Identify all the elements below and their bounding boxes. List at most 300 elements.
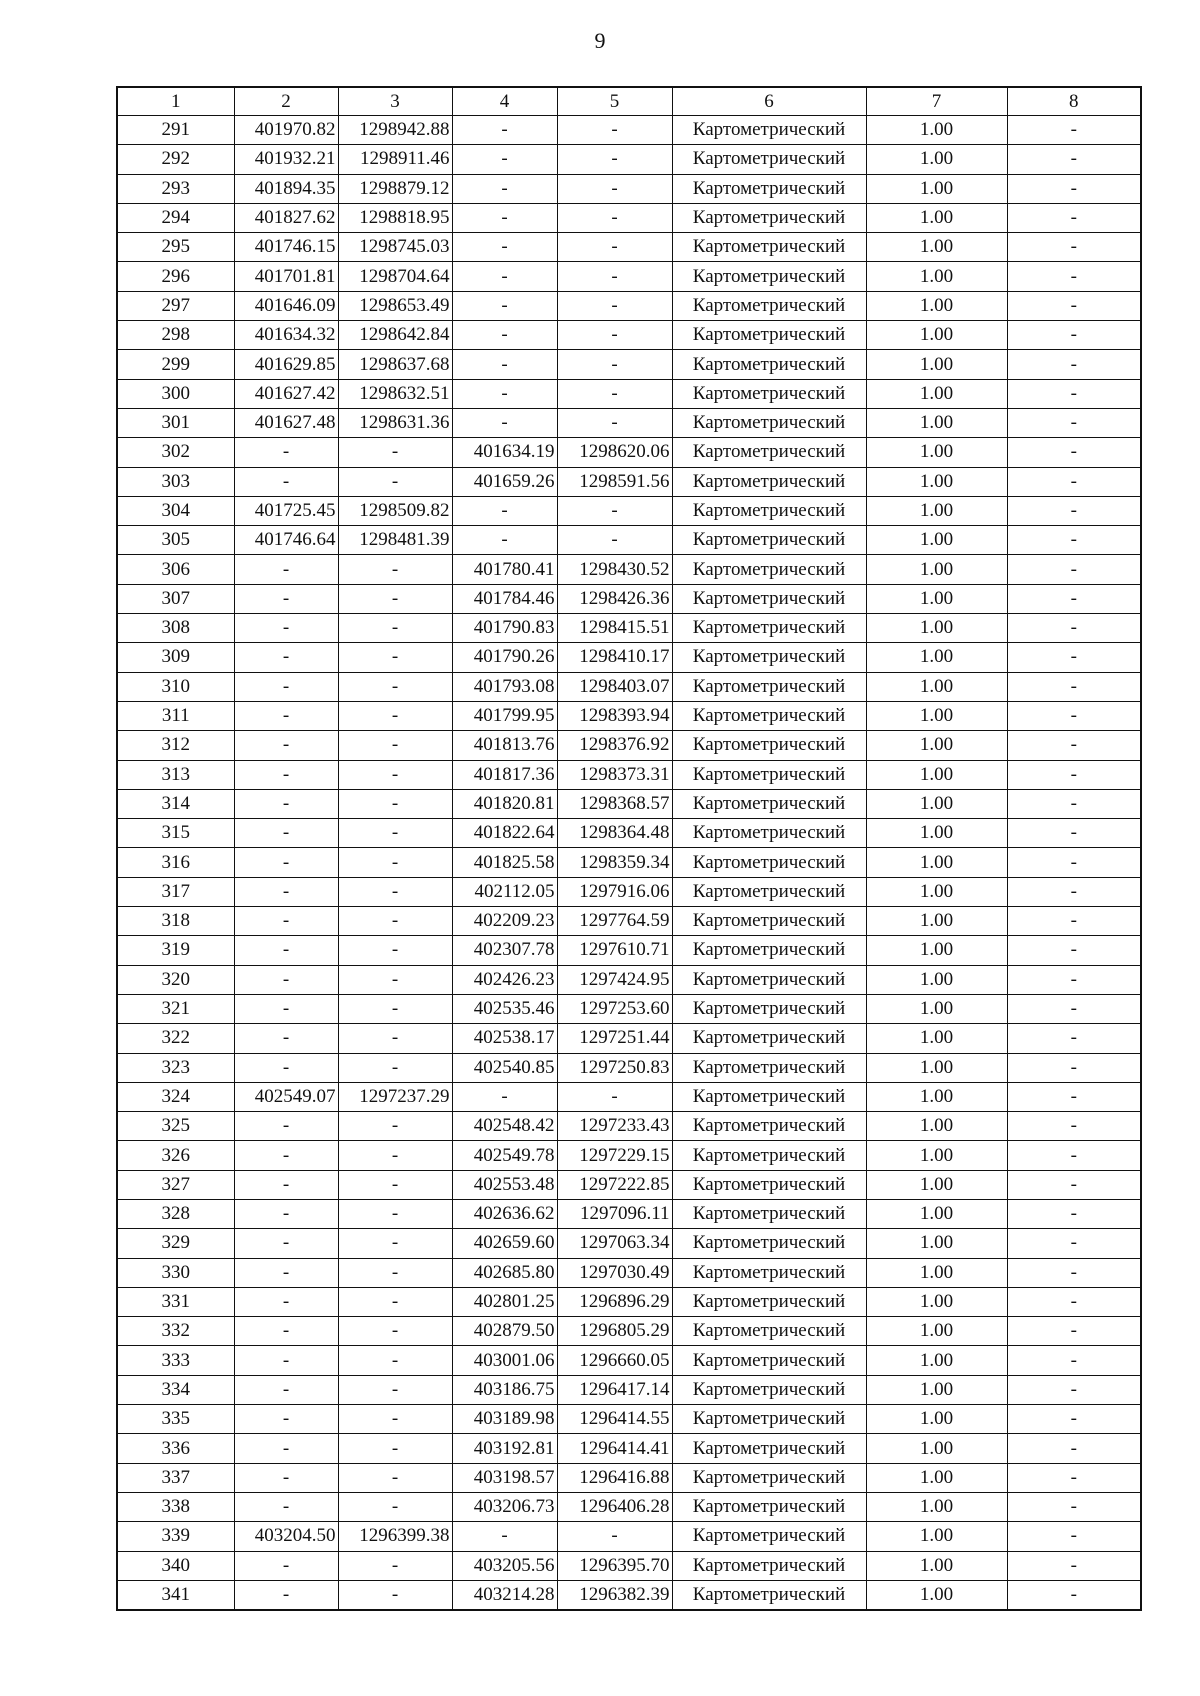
table-cell-col-2: - (234, 584, 338, 613)
table-cell-col-6: Картометрический (672, 1317, 866, 1346)
table-cell-col-5: - (557, 145, 672, 174)
table-cell-col-4: - (452, 379, 557, 408)
table-cell-col-4: 402548.42 (452, 1112, 557, 1141)
table-cell-col-3: - (338, 1229, 452, 1258)
table-cell-col-3: 1298911.46 (338, 145, 452, 174)
table-cell-col-8: - (1007, 1405, 1141, 1434)
table-cell-col-7: 1.00 (866, 643, 1007, 672)
table-cell-col-5: - (557, 526, 672, 555)
table-cell-col-4: 402307.78 (452, 936, 557, 965)
table-cell-col-7: 1.00 (866, 438, 1007, 467)
table-cell-col-1: 312 (117, 731, 234, 760)
table-cell-col-8: - (1007, 1346, 1141, 1375)
column-header-4: 4 (452, 87, 557, 116)
table-cell-col-1: 303 (117, 467, 234, 496)
table-cell-col-4: 401634.19 (452, 438, 557, 467)
table-cell-col-6: Картометрический (672, 438, 866, 467)
table-cell-col-2: - (234, 1405, 338, 1434)
table-cell-col-4: 402426.23 (452, 965, 557, 994)
table-cell-col-8: - (1007, 291, 1141, 320)
page-number: 9 (594, 28, 606, 53)
table-cell-col-8: - (1007, 116, 1141, 145)
table-cell-col-4: 402636.62 (452, 1199, 557, 1228)
table-cell-col-3: - (338, 1053, 452, 1082)
table-cell-col-7: 1.00 (866, 907, 1007, 936)
table-cell-col-4: 402685.80 (452, 1258, 557, 1287)
table-cell-col-8: - (1007, 321, 1141, 350)
table-cell-col-1: 307 (117, 584, 234, 613)
table-cell-col-4: - (452, 233, 557, 262)
table-cell-col-2: - (234, 819, 338, 848)
table-cell-col-7: 1.00 (866, 701, 1007, 730)
table-cell-col-7: 1.00 (866, 1492, 1007, 1521)
table-cell-col-5: 1297253.60 (557, 994, 672, 1023)
table-cell-col-8: - (1007, 496, 1141, 525)
table-row (117, 1522, 1141, 1551)
table-row (117, 936, 1141, 965)
table-cell-col-1: 300 (117, 379, 234, 408)
table-cell-col-6: Картометрический (672, 848, 866, 877)
table-cell-col-4: 401822.64 (452, 819, 557, 848)
table-cell-col-5: 1297030.49 (557, 1258, 672, 1287)
table-cell-col-3: 1298509.82 (338, 496, 452, 525)
table-cell-col-2: 401932.21 (234, 145, 338, 174)
table-cell-col-7: 1.00 (866, 321, 1007, 350)
table-cell-col-3: 1298481.39 (338, 526, 452, 555)
table-row (117, 731, 1141, 760)
table-cell-col-1: 292 (117, 145, 234, 174)
table-cell-col-7: 1.00 (866, 819, 1007, 848)
table-cell-col-3: 1298653.49 (338, 291, 452, 320)
table-row (117, 438, 1141, 467)
table-cell-col-5: 1297764.59 (557, 907, 672, 936)
table-cell-col-7: 1.00 (866, 408, 1007, 437)
table-cell-col-3: - (338, 1199, 452, 1228)
coordinates-table (116, 86, 1142, 1611)
table-row (117, 848, 1141, 877)
table-row (117, 1082, 1141, 1111)
table-cell-col-7: 1.00 (866, 936, 1007, 965)
table-cell-col-1: 320 (117, 965, 234, 994)
table-cell-col-3: - (338, 1317, 452, 1346)
table-cell-col-2: - (234, 965, 338, 994)
table-cell-col-3: - (338, 1170, 452, 1199)
table-cell-col-4: - (452, 1522, 557, 1551)
table-cell-col-4: 402538.17 (452, 1024, 557, 1053)
table-cell-col-2: - (234, 1317, 338, 1346)
table-cell-col-6: Картометрический (672, 614, 866, 643)
table-cell-col-7: 1.00 (866, 672, 1007, 701)
table-cell-col-8: - (1007, 1199, 1141, 1228)
table-cell-col-7: 1.00 (866, 1434, 1007, 1463)
column-header-8: 8 (1007, 87, 1141, 116)
table-cell-col-2: 401627.48 (234, 408, 338, 437)
table-cell-col-4: 401793.08 (452, 672, 557, 701)
table-cell-col-1: 309 (117, 643, 234, 672)
table-cell-col-4: - (452, 291, 557, 320)
table-cell-col-7: 1.00 (866, 1522, 1007, 1551)
table-cell-col-3: 1298879.12 (338, 174, 452, 203)
table-cell-col-8: - (1007, 789, 1141, 818)
table-cell-col-1: 297 (117, 291, 234, 320)
table-cell-col-7: 1.00 (866, 1170, 1007, 1199)
table-cell-col-2: - (234, 1258, 338, 1287)
table-cell-col-1: 301 (117, 408, 234, 437)
table-cell-col-5: 1296414.55 (557, 1405, 672, 1434)
table-cell-col-5: 1296414.41 (557, 1434, 672, 1463)
table-cell-col-5: - (557, 1522, 672, 1551)
table-cell-col-8: - (1007, 526, 1141, 555)
table-cell-col-7: 1.00 (866, 994, 1007, 1023)
table-row (117, 672, 1141, 701)
table-header-row (117, 87, 1141, 116)
table-cell-col-6: Картометрический (672, 291, 866, 320)
table-row (117, 760, 1141, 789)
table-cell-col-4: 401790.26 (452, 643, 557, 672)
table-row (117, 203, 1141, 232)
table-row (117, 116, 1141, 145)
table-cell-col-1: 329 (117, 1229, 234, 1258)
table-cell-col-8: - (1007, 467, 1141, 496)
table-cell-col-5: 1298620.06 (557, 438, 672, 467)
table-cell-col-6: Картометрический (672, 145, 866, 174)
table-cell-col-1: 333 (117, 1346, 234, 1375)
table-cell-col-6: Картометрический (672, 1287, 866, 1316)
table-cell-col-3: 1298632.51 (338, 379, 452, 408)
table-cell-col-7: 1.00 (866, 731, 1007, 760)
table-cell-col-7: 1.00 (866, 1082, 1007, 1111)
table-cell-col-3: - (338, 1492, 452, 1521)
table-cell-col-5: - (557, 408, 672, 437)
table-cell-col-6: Картометрический (672, 994, 866, 1023)
table-cell-col-2: - (234, 789, 338, 818)
table-cell-col-3: - (338, 936, 452, 965)
column-header-7: 7 (866, 87, 1007, 116)
table-cell-col-1: 315 (117, 819, 234, 848)
table-cell-col-8: - (1007, 174, 1141, 203)
table-cell-col-6: Картометрический (672, 760, 866, 789)
table-cell-col-3: 1298631.36 (338, 408, 452, 437)
table-cell-col-6: Картометрический (672, 1229, 866, 1258)
table-row (117, 145, 1141, 174)
table-cell-col-2: - (234, 1053, 338, 1082)
table-cell-col-4: 402879.50 (452, 1317, 557, 1346)
table-cell-col-5: 1298410.17 (557, 643, 672, 672)
table-cell-col-3: - (338, 877, 452, 906)
table-cell-col-3: - (338, 760, 452, 789)
table-cell-col-5: - (557, 262, 672, 291)
table-cell-col-4: 401799.95 (452, 701, 557, 730)
table-cell-col-5: 1297916.06 (557, 877, 672, 906)
table-cell-col-7: 1.00 (866, 760, 1007, 789)
table-cell-col-8: - (1007, 701, 1141, 730)
table-cell-col-5: 1296382.39 (557, 1580, 672, 1610)
table-row (117, 350, 1141, 379)
table-row (117, 1199, 1141, 1228)
table-cell-col-4: 402112.05 (452, 877, 557, 906)
table-row (117, 819, 1141, 848)
table-row (117, 1112, 1141, 1141)
table-cell-col-3: 1296399.38 (338, 1522, 452, 1551)
table-cell-col-1: 314 (117, 789, 234, 818)
table-cell-col-5: 1298359.34 (557, 848, 672, 877)
table-cell-col-1: 324 (117, 1082, 234, 1111)
table-cell-col-6: Картометрический (672, 1112, 866, 1141)
table-row (117, 1024, 1141, 1053)
table-row (117, 1317, 1141, 1346)
table-cell-col-2: 401746.64 (234, 526, 338, 555)
table-cell-col-4: 401817.36 (452, 760, 557, 789)
table-cell-col-3: - (338, 643, 452, 672)
table-cell-col-7: 1.00 (866, 1317, 1007, 1346)
table-cell-col-4: 401813.76 (452, 731, 557, 760)
table-cell-col-8: - (1007, 877, 1141, 906)
table-cell-col-4: 401790.83 (452, 614, 557, 643)
table-row (117, 379, 1141, 408)
table-cell-col-4: 403198.57 (452, 1463, 557, 1492)
table-cell-col-5: - (557, 203, 672, 232)
table-cell-col-4: - (452, 116, 557, 145)
table-cell-col-4: 402209.23 (452, 907, 557, 936)
table-cell-col-6: Картометрический (672, 1053, 866, 1082)
table-cell-col-2: - (234, 1141, 338, 1170)
table-cell-col-2: - (234, 1463, 338, 1492)
table-cell-col-6: Картометрический (672, 1258, 866, 1287)
table-cell-col-8: - (1007, 1053, 1141, 1082)
table-cell-col-2: - (234, 467, 338, 496)
table-cell-col-6: Картометрический (672, 731, 866, 760)
table-cell-col-2: - (234, 643, 338, 672)
table-row (117, 1053, 1141, 1082)
table-cell-col-8: - (1007, 584, 1141, 613)
table-cell-col-5: 1296417.14 (557, 1375, 672, 1404)
table-cell-col-3: - (338, 1258, 452, 1287)
table-cell-col-7: 1.00 (866, 1346, 1007, 1375)
table-cell-col-5: 1297063.34 (557, 1229, 672, 1258)
table-cell-col-6: Картометрический (672, 1141, 866, 1170)
table-cell-col-7: 1.00 (866, 145, 1007, 174)
table-cell-col-1: 291 (117, 116, 234, 145)
table-cell-col-2: - (234, 760, 338, 789)
table-row (117, 291, 1141, 320)
table-cell-col-1: 305 (117, 526, 234, 555)
table-cell-col-3: 1298818.95 (338, 203, 452, 232)
table-cell-col-3: - (338, 965, 452, 994)
table-cell-col-5: 1297233.43 (557, 1112, 672, 1141)
table-cell-col-1: 295 (117, 233, 234, 262)
table-cell-col-1: 298 (117, 321, 234, 350)
table-cell-col-4: - (452, 321, 557, 350)
table-cell-col-2: 401627.42 (234, 379, 338, 408)
table-cell-col-4: 402553.48 (452, 1170, 557, 1199)
table-cell-col-2: 401970.82 (234, 116, 338, 145)
table-cell-col-2: - (234, 1229, 338, 1258)
table-cell-col-6: Картометрический (672, 203, 866, 232)
table-cell-col-7: 1.00 (866, 1375, 1007, 1404)
table-row (117, 262, 1141, 291)
table-cell-col-3: - (338, 701, 452, 730)
table-cell-col-8: - (1007, 848, 1141, 877)
table-cell-col-2: 401894.35 (234, 174, 338, 203)
table-cell-col-1: 337 (117, 1463, 234, 1492)
table-cell-col-5: 1296660.05 (557, 1346, 672, 1375)
table-cell-col-1: 334 (117, 1375, 234, 1404)
table-cell-col-2: 401725.45 (234, 496, 338, 525)
table-cell-col-6: Картометрический (672, 701, 866, 730)
table-cell-col-8: - (1007, 1463, 1141, 1492)
table-cell-col-4: - (452, 145, 557, 174)
table-cell-col-1: 327 (117, 1170, 234, 1199)
column-header-5: 5 (557, 87, 672, 116)
table-cell-col-6: Картометрический (672, 672, 866, 701)
table-cell-col-6: Картометрический (672, 526, 866, 555)
table-cell-col-2: - (234, 672, 338, 701)
table-cell-col-3: - (338, 1024, 452, 1053)
table-cell-col-5: 1298426.36 (557, 584, 672, 613)
table-cell-col-1: 340 (117, 1551, 234, 1580)
table-cell-col-2: - (234, 1112, 338, 1141)
table-cell-col-3: 1297237.29 (338, 1082, 452, 1111)
table-row (117, 1375, 1141, 1404)
table-cell-col-7: 1.00 (866, 965, 1007, 994)
table-cell-col-2: - (234, 731, 338, 760)
table-row (117, 907, 1141, 936)
table-cell-col-6: Картометрический (672, 174, 866, 203)
table-cell-col-7: 1.00 (866, 174, 1007, 203)
table-cell-col-3: - (338, 848, 452, 877)
table-cell-col-5: - (557, 291, 672, 320)
table-cell-col-4: 403186.75 (452, 1375, 557, 1404)
table-cell-col-6: Картометрический (672, 1551, 866, 1580)
table-cell-col-4: - (452, 526, 557, 555)
table-cell-col-2: - (234, 701, 338, 730)
table-cell-col-8: - (1007, 379, 1141, 408)
table-cell-col-3: - (338, 1112, 452, 1141)
table-cell-col-1: 319 (117, 936, 234, 965)
table-cell-col-3: - (338, 1434, 452, 1463)
table-row (117, 1141, 1141, 1170)
table-cell-col-1: 322 (117, 1024, 234, 1053)
table-row (117, 614, 1141, 643)
table-cell-col-4: 401825.58 (452, 848, 557, 877)
table-cell-col-2: - (234, 1580, 338, 1610)
table-cell-col-6: Картометрический (672, 1580, 866, 1610)
table-row (117, 584, 1141, 613)
table-cell-col-6: Картометрический (672, 408, 866, 437)
table-cell-col-4: 403205.56 (452, 1551, 557, 1580)
table-cell-col-6: Картометрический (672, 936, 866, 965)
table-cell-col-2: 401646.09 (234, 291, 338, 320)
table-cell-col-5: - (557, 1082, 672, 1111)
table-row (117, 701, 1141, 730)
table-cell-col-2: - (234, 1199, 338, 1228)
table-cell-col-3: - (338, 672, 452, 701)
table-cell-col-5: - (557, 233, 672, 262)
table-cell-col-2: 401746.15 (234, 233, 338, 262)
table-row (117, 1463, 1141, 1492)
table-cell-col-7: 1.00 (866, 1199, 1007, 1228)
table-cell-col-2: - (234, 907, 338, 936)
table-cell-col-8: - (1007, 760, 1141, 789)
table-cell-col-6: Картометрический (672, 350, 866, 379)
table-cell-col-4: - (452, 262, 557, 291)
table-cell-col-7: 1.00 (866, 1112, 1007, 1141)
table-cell-col-1: 313 (117, 760, 234, 789)
table-row (117, 1170, 1141, 1199)
table-row (117, 467, 1141, 496)
table-cell-col-5: - (557, 321, 672, 350)
table-cell-col-1: 341 (117, 1580, 234, 1610)
table-row (117, 1287, 1141, 1316)
table-cell-col-3: - (338, 555, 452, 584)
table-cell-col-1: 316 (117, 848, 234, 877)
table-cell-col-2: 401634.32 (234, 321, 338, 350)
table-cell-col-1: 328 (117, 1199, 234, 1228)
table-cell-col-8: - (1007, 1580, 1141, 1610)
table-cell-col-6: Картометрический (672, 1405, 866, 1434)
table-cell-col-5: 1296805.29 (557, 1317, 672, 1346)
table-cell-col-5: 1298393.94 (557, 701, 672, 730)
table-cell-col-8: - (1007, 1112, 1141, 1141)
table-cell-col-6: Картометрический (672, 1492, 866, 1521)
table-cell-col-5: 1297096.11 (557, 1199, 672, 1228)
table-cell-col-7: 1.00 (866, 262, 1007, 291)
table-cell-col-3: - (338, 1463, 452, 1492)
table-cell-col-1: 318 (117, 907, 234, 936)
table-cell-col-1: 330 (117, 1258, 234, 1287)
table-cell-col-2: 401629.85 (234, 350, 338, 379)
table-cell-col-5: 1296416.88 (557, 1463, 672, 1492)
table-body (117, 87, 1141, 1610)
table-cell-col-3: - (338, 789, 452, 818)
table-cell-col-8: - (1007, 1375, 1141, 1404)
table-cell-col-8: - (1007, 1522, 1141, 1551)
table-cell-col-8: - (1007, 731, 1141, 760)
table-cell-col-5: 1296406.28 (557, 1492, 672, 1521)
table-cell-col-2: - (234, 994, 338, 1023)
table-cell-col-7: 1.00 (866, 614, 1007, 643)
table-cell-col-2: - (234, 1434, 338, 1463)
table-cell-col-8: - (1007, 1492, 1141, 1521)
table-cell-col-7: 1.00 (866, 1141, 1007, 1170)
table-cell-col-8: - (1007, 1317, 1141, 1346)
table-cell-col-4: 402549.78 (452, 1141, 557, 1170)
table-cell-col-6: Картометрический (672, 1522, 866, 1551)
table-cell-col-8: - (1007, 643, 1141, 672)
table-row (117, 555, 1141, 584)
table-cell-col-7: 1.00 (866, 203, 1007, 232)
table-cell-col-6: Картометрический (672, 819, 866, 848)
table-cell-col-6: Картометрический (672, 467, 866, 496)
table-row (117, 1405, 1141, 1434)
table-cell-col-7: 1.00 (866, 1463, 1007, 1492)
table-cell-col-2: 402549.07 (234, 1082, 338, 1111)
table-cell-col-2: 401701.81 (234, 262, 338, 291)
table-cell-col-5: 1298591.56 (557, 467, 672, 496)
table-cell-col-7: 1.00 (866, 555, 1007, 584)
table-cell-col-5: 1298403.07 (557, 672, 672, 701)
table-cell-col-8: - (1007, 1229, 1141, 1258)
table-row (117, 994, 1141, 1023)
table-cell-col-5: 1298430.52 (557, 555, 672, 584)
table-cell-col-1: 306 (117, 555, 234, 584)
table-cell-col-7: 1.00 (866, 877, 1007, 906)
table-cell-col-8: - (1007, 965, 1141, 994)
table-cell-col-7: 1.00 (866, 789, 1007, 818)
table-cell-col-7: 1.00 (866, 1258, 1007, 1287)
table-cell-col-6: Картометрический (672, 379, 866, 408)
table-cell-col-1: 325 (117, 1112, 234, 1141)
